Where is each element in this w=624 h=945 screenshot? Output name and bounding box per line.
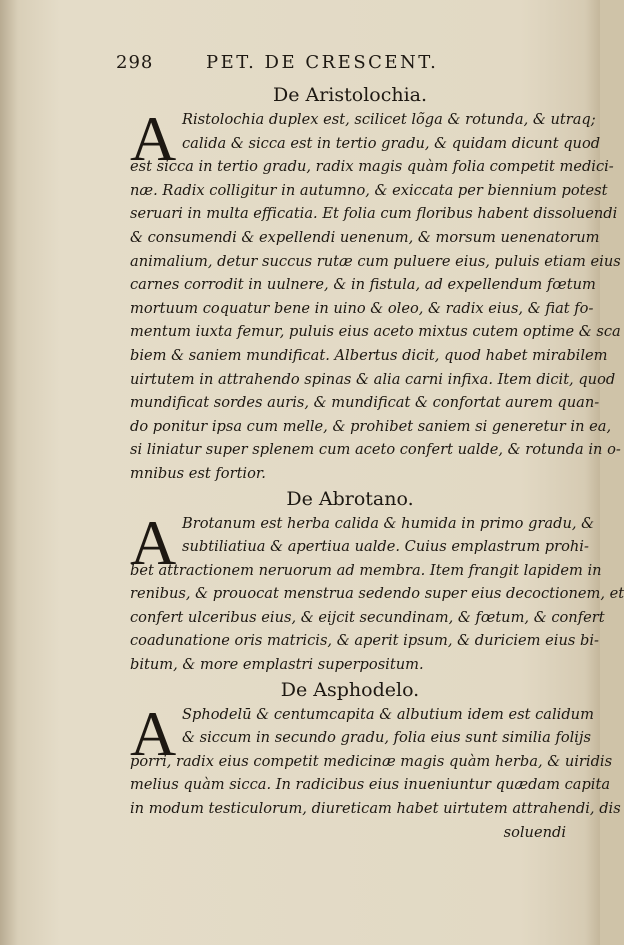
- drop-cap: A: [130, 103, 177, 174]
- text-line: confert ulceribus eius, & eijcit secundinam, & fœtum, & confert: [130, 608, 605, 626]
- section-heading-asphodelo: De Asphodelo.: [280, 678, 420, 701]
- text-line: Ristolochia duplex est, scilicet lõga & rotunda, & utraq;: [182, 111, 596, 128]
- text-line: uirtutem in attrahendo spinas & alia carni infixa. Item dicit, quod: [130, 370, 616, 388]
- text-line: animalium, detur succus rutæ cum puluere eius, puluis etiam eius: [130, 252, 621, 270]
- page-header: [116, 52, 476, 74]
- drop-cap: A: [130, 506, 177, 578]
- text-line: carnes corrodit in uulnere, & in fistula, ad expellendum fœtum: [130, 276, 596, 294]
- text-line: do ponitur ipsa cum melle, & prohibet saniem si generetur in ea,: [130, 417, 612, 435]
- text-line: bet attractionem neruorum ad membra. Item frangit lapidem in: [130, 561, 602, 579]
- section-heading-aristolochia: De Aristolochia.: [272, 84, 428, 106]
- text-line: mentum iuxta femur, puluis eius aceto mixtus cutem optime & sca: [130, 323, 621, 341]
- page-text: [130, 82, 624, 844]
- text-line: biem & saniem mundificat. Albertus dicit, quod habet mirabilem: [130, 346, 608, 364]
- page-number: 298: [116, 52, 154, 73]
- catchword: soluendi: [503, 823, 566, 841]
- drop-cap: A: [130, 697, 177, 769]
- text-line: Sphodelū & centumcapita & albutium idem est calidum: [182, 705, 594, 723]
- text-line: & siccum in secundo gradu, folia eius sunt similia folijs: [182, 729, 591, 747]
- section-heading-abrotano: De Abrotano.: [286, 487, 414, 510]
- text-line: renibus, & prouocat menstrua sedendo super eius decoctionem, et: [130, 585, 624, 603]
- text-line: coadunatione oris matricis, & aperit ipsum, & duriciem eius bi-: [130, 632, 599, 650]
- text-line: mundificat sordes auris, & mundificat & confortat aurem quan-: [130, 394, 600, 412]
- text-line: calida & sicca est in tertio gradu, & quidam dicunt quod: [182, 134, 601, 152]
- paragraph-asphodelo: [130, 697, 621, 845]
- paragraph-abrotano: [130, 506, 624, 677]
- text-line: melius quàm sicca. In radicibus eius inueniuntur quædam capita: [130, 776, 611, 794]
- text-line: Brotanum est herba calida & humida in primo gradu, &: [182, 514, 595, 532]
- text-line: subtiliatiua & apertiua ualde. Cuius emplastrum prohi-: [182, 538, 589, 556]
- text-line: & consumendi & expellendi uenenum, & morsum uenenatorum: [130, 228, 600, 246]
- text-line: in modum testiculorum, diureticam habet uirtutem attrahendi, dis: [130, 800, 621, 818]
- text-line: porri, radix eius competit medicinæ magis quàm herba, & uiridis: [130, 752, 613, 770]
- text-line: næ. Radix colligitur in autumno, & exiccata per biennium potest: [130, 181, 608, 199]
- text-line: est sicca in tertio gradu, radix magis quàm folia competit medici-: [130, 158, 614, 176]
- text-line: seruari in multa efficatia. Et folia cum floribus habent dissoluendi: [130, 205, 618, 223]
- text-line: mnibus est fortior.: [130, 464, 266, 482]
- running-title: PET. DE CRESCENT.: [206, 52, 439, 73]
- paragraph-aristolochia: [130, 103, 621, 486]
- text-line: si liniatur super splenem cum aceto confert ualde, & rotunda in o-: [130, 441, 621, 459]
- text-line: mortuum coquatur bene in uino & oleo, & radix eius, & fiat fo-: [130, 299, 594, 317]
- text-line: bitum, & more emplastri superpositum.: [130, 656, 424, 674]
